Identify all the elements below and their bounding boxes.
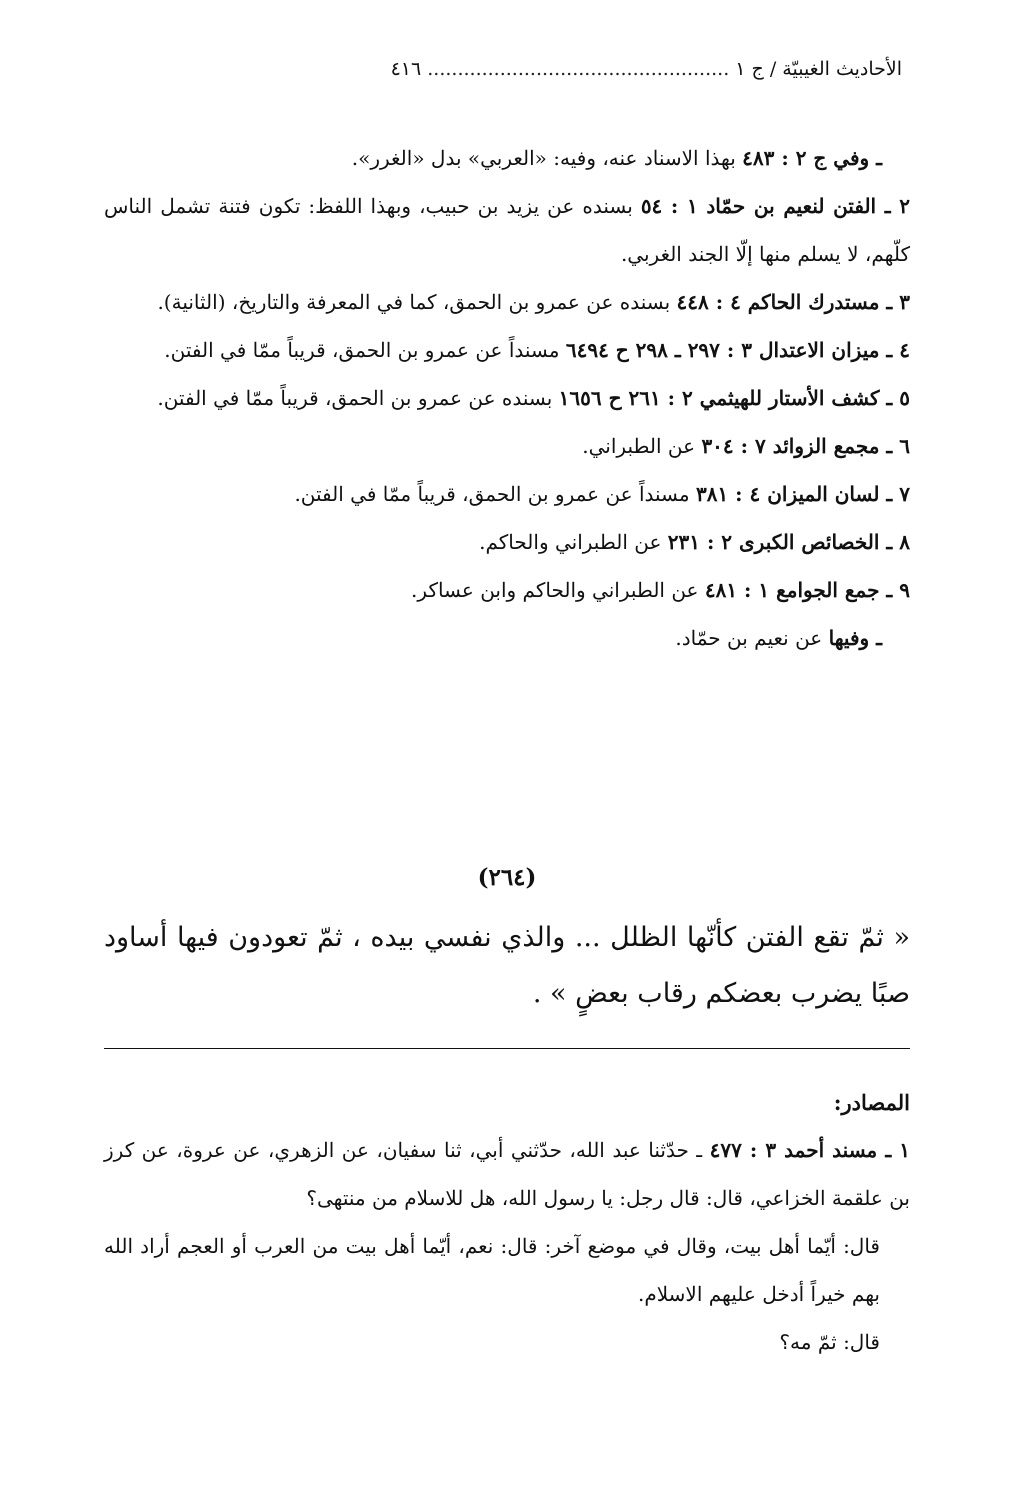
page-number: ٤١٦ (390, 58, 422, 80)
reference-item: ٢ ـ الفتن لنعيم بن حمّاد ١ : ٥٤ بسنده عن يزيد بن حبيب، وبهذا اللفظ: تكون فتنة تشمل الناس كلّهم، لا يسلم منها إلّا الجند الغربي. (104, 194, 910, 266)
references-list (104, 134, 910, 662)
reference-item: ـ وفيها عن نعيم بن حمّاد. (675, 626, 882, 650)
reference-item: ٧ ـ لسان الميزان ٤ : ٣٨١ مسنداً عن عمرو بن الحمق، قريباً ممّا في الفتن. (294, 482, 910, 506)
reference-item: ٩ ـ جمع الجوامع ١ : ٤٨١ عن الطبراني والحاكم وابن عساكر. (411, 578, 910, 602)
running-header (110, 54, 902, 84)
reference-item: ٥ ـ كشف الأستار للهيثمي ٢ : ٢٦١ ح ١٦٥٦ بسنده عن عمرو بن الحمق، قريباً ممّا في الفتن. (157, 386, 910, 410)
section-divider (104, 1048, 910, 1049)
source-paragraph: قال: ثمّ مه؟ (779, 1330, 880, 1354)
sources-section (104, 1080, 910, 1366)
reference-item: ٣ ـ مستدرك الحاكم ٤ : ٤٤٨ بسنده عن عمرو بن الحمق، كما في المعرفة والتاريخ، (الثانية). (157, 290, 910, 314)
reference-item: ٤ ـ ميزان الاعتدال ٣ : ٢٩٧ ـ ٢٩٨ ح ٦٤٩٤ مسنداً عن عمرو بن الحمق، قريباً ممّا في الفتن. (164, 338, 910, 362)
header-dots: .................................................. (427, 58, 730, 80)
book-title: الأحاديث الغيبيّة / ج ١ (735, 58, 902, 80)
reference-item: ٦ ـ مجمع الزوائد ٧ : ٣٠٤ عن الطبراني. (582, 434, 910, 458)
hadith-number: (٢٦٤) (477, 864, 537, 891)
reference-item: ـ وفي ج ٢ : ٤٨٣ بهذا الاسناد عنه، وفيه: «العربي» بدل «الغرر». (351, 146, 882, 170)
hadith-text: « ثمّ تقع الفتن كأنّها الظلل ... والذي نفسي بيده ، ثمّ تعودون فيها أساود صبًا يضرب بعضكم رقاب بعضٍ » . (104, 922, 910, 1009)
sources-title: المصادر: (833, 1090, 910, 1115)
reference-item: ٨ ـ الخصائص الكبرى ٢ : ٢٣١ عن الطبراني والحاكم. (479, 530, 910, 554)
source-paragraph: قال: أيّما أهل بيت، وقال في موضع آخر: قال: نعم، أيّما أهل بيت من العرب أو العجم أراد الله بهم خيراً أدخل عليهم الاسلام. (104, 1234, 880, 1306)
source-item: ١ ـ مسند أحمد ٣ : ٤٧٧ ـ حدّثنا عبد الله، حدّثني أبي، ثنا سفيان، عن الزهري، عن عروة، عن كرز بن علقمة الخزاعي، قال: قال رجل: يا رسول الله، هل للاسلام من منتهى؟ (104, 1138, 911, 1210)
